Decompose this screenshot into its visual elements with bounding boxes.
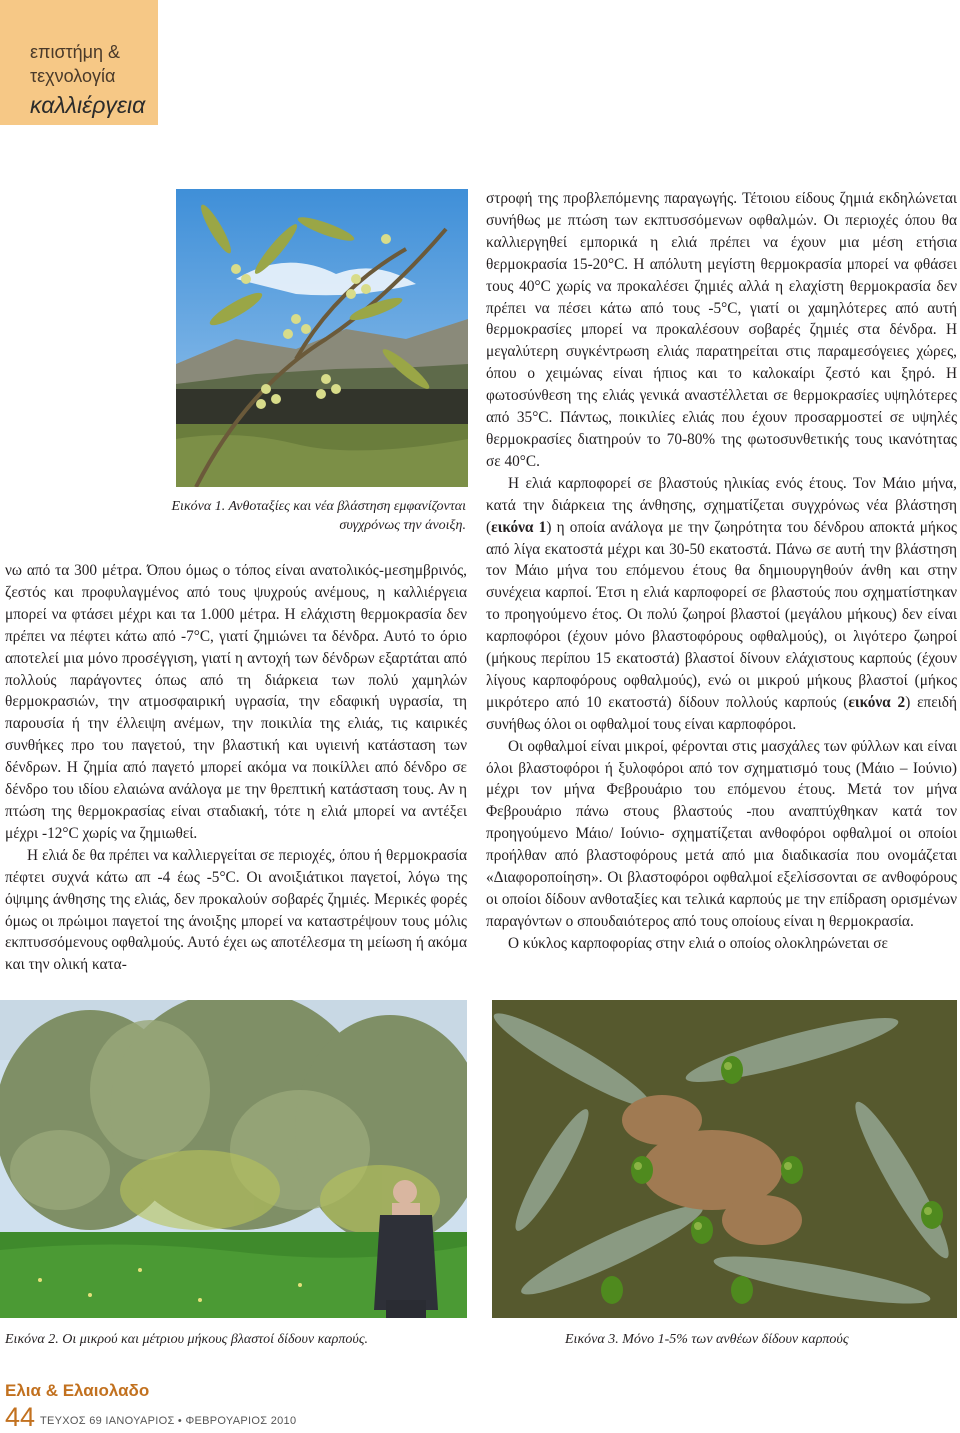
right-paragraph-1: στροφή της προβλεπόμενης παραγωγής. Τέτοιου είδους ζημιά εκδηλώνεται συνήθως με πτώση των εκπτυσσόμενων οφθαλμών. Οι περιοχές όπου θα καλλιεργηθεί εμπορικά η ελιά πρέπει να έχουν μια μέση ετήσια θερμοκρασία 15-20°C. Η απόλυτη μεγίστη θερμοκρασία μπορεί να φθάσει τους 40°C χωρίς να προκαλέσει ζημιές αλλά η ελαχίστη θερμοκρασία δεν πρέπει να πέσει κάτω από τους -5°C, γιατί οι χαμηλότερες από αυτή θερμοκρασίες μπορεί να προκαλέσουν σοβαρές ζημιές στα δένδρα. Η μεγαλύτερη συγκέντρωση ελιάς παρατηρείται στις παραμεσόγειες χώρες, όπου ο χειμώνας είναι ήπιος και το καλοκαίρι ζεστό και ξηρό. Η φωτοσύνθεση της ελιάς γενικά αναστέλλεται σε θερμοκρασίες υψηλότερες από 35°C. Πάντως, ποικιλίες ελιάς που έχουν προσαρμοστεί σε υψηλές θερμοκρασίες διατηρούν το 70-80% της φωτοσυνθετικής τους ικανότητας σε 40°C. — [486, 190, 957, 470]
figure1-caption-line1: Εικόνα 1. Ανθοταξίες και νέα βλάστηση εμφανίζονται — [171, 499, 466, 514]
figure2-photo — [0, 1000, 467, 1318]
section-subtitle: καλλιέργεια — [30, 92, 146, 118]
section-label-line2: τεχνολογία — [30, 66, 116, 86]
right-paragraph-2-part-b: ) η οποία ανάλογα με την ζωηρότητα του δένδρου αποκτά μήκος από λίγα εκατοστά μέχρι και 30-50 εκατοστά. Πάνω σε αυτή την βλάστηση τον Μάιο μήνα του επόμενου έτους θα δημιουργηθούν άνθη και στην συνέχεια καρποί. Έτσι η ελιά καρποφορεί σε βλαστούς που σχηματίστηκαν το προηγούμενο έτος. Οι πολύ ζωηροί βλαστοί (μεγάλου μήκους) δεν είναι καρποφόροι (έχουν μόνο βλαστοφόρους οφθαλμούς), οι λιγότερο ζωηροί (μήκους περίπου 15 εκατοστά) βλαστοί δίνουν ελάχιστους καρπούς (έχουν λίγους καρποφόρους οφθαλμούς), ενώ οι μικρού μήκους βλαστοί (μήκος μικρότερο από 10 εκατοστά) δίδουν πολλούς καρπούς ( — [486, 518, 957, 711]
issue-info: ΤΕΥΧΟΣ 69 ΙΑΝΟΥΑΡΙΟΣ • ΦΕΒΡΟΥΑΡΙΟΣ 2010 — [40, 1415, 297, 1427]
figure3-photo — [492, 1000, 957, 1318]
right-paragraph-3: Οι οφθαλμοί είναι μικροί, φέρονται στις μασχάλες των φύλλων και είναι όλοι βλαστοφόροι ή ξυλοφόροι από τον σχηματισμό τους (Μάιο – Ιούνιο) μέχρι τον μήνα Φεβρουάριο του επόμενου έτους. Μετά τον μήνα Φεβρουάριο πάνω στους βλαστούς -που αναπτύχθηκαν κατά τον προηγούμενο Μάιο/ Ιούνιο- σχηματίζεται ανθοφόροι οφθαλμοί οι οποίοι προήλθαν από βλαστοφόρους μετά από μια διαδικασία που ονομάζεται «Διαφοροποίηση». Οι βλαστοφόροι οφθαλμοί εξελίσσονται σε ανθοφόρους οι οποίοι δίδουν ανθοταξίες και τελικά καρπούς με την επίδραση ορισμένων παραγόντων ο σπουδαιότερος από τους οποίους είναι η θερμοκρασία. — [486, 737, 957, 930]
figure1-caption-line2: συγχρόνως την άνοιξη. — [339, 518, 466, 533]
right-paragraph-2-part-a: Η ελιά καρποφορεί σε βλαστούς ηλικίας ενός έτους. Τον Μάιο μήνα, κατά την διάρκεια της άνθησης, σχηματίζεται συγχρόνως νέα βλάστηση ( — [486, 474, 957, 536]
left-column — [5, 560, 467, 976]
page-number: 44 — [5, 1402, 36, 1432]
figure1-caption — [160, 497, 466, 535]
right-paragraph-2 — [486, 473, 957, 736]
right-paragraph-4: Ο κύκλος καρποφορίας στην ελιά ο οποίος ολοκληρώνεται σε — [508, 934, 888, 952]
figure1-reference: εικόνα 1 — [491, 518, 547, 536]
magazine-title: Ελια & Ελαιολαδο — [5, 1381, 150, 1400]
right-column — [486, 188, 957, 955]
figure1-photo — [176, 189, 468, 487]
left-paragraph-2: Η ελιά δε θα πρέπει να καλλιεργείται σε περιοχές, όπου ή θερμοκρασία πέφτει συχνά κάτω απ -4 έως -5°C. Οι ανοιξιάτικοι παγετοί, λόγω της όψιμης άνθησης της ελιάς, δεν προκαλούν σοβαρές ζημιές. Μερικές φορές όμως οι πρώιμοι παγετοί της άνοιξης μπορεί να καταστρέψουν τους μόλις εκπτυσσόμενους οφθαλμούς. Αυτό έχει ως αποτέλεσμα τη μείωση ή ακόμα και την ολική κατα- — [5, 846, 467, 974]
figure2-caption: Εικόνα 2. Οι μικρού και μέτριου μήκους βλαστοί δίδουν καρπούς. — [5, 1332, 368, 1347]
right-paragraph-2-part-c: ) επειδή συνήθως όλοι οι οφθαλμοί τους είναι καρποφόροι. — [486, 693, 957, 733]
left-paragraph-1: νω από τα 300 μέτρα. Όπου όμως ο τόπος είναι ανατολικός-μεσημβρινός, ζεστός και προφυλαγμένος από τους ψυχρούς ανέμους, η καλλιέργεια μπορεί να φτάσει μέχρι και τα 1.000 μέτρα. Η ελάχιστη θερμοκρασία δεν πρέπει να πέφτει κάτω από -7°C, γιατί ζημιώνει τα δένδρα. Αυτό το όριο αποτελεί μια μόνο προσέγγιση, γιατί η αντοχή των δένδρων εξαρτάται από πολλούς παράγοντες όπως από τη διάρκεια των πολύ χαμηλών θερμοκρασιών, την ατμοσφαιρική υγρασία, την εδαφική υγρασία, τη παρουσία ή την έλλειψη ανέμων, την ποικιλία της ελιάς, τις καιρικές συνθήκες προ του παγετού, την βλαστική και υγιεινή κατάσταση των δένδρων. Η ζημία από παγετό μπορεί ακόμα να ποικίλλει από δένδρο σε δένδρο του ιδίου ελαιώνα ανάλογα με την θρεπτική κατάσταση τους. Αν η πτώση της θερμοκρασίας είναι σταδιακή, τότε η ελιά μπορεί να αντέξει μέχρι -12°C χωρίς να ζημιωθεί. — [5, 562, 467, 842]
section-label-line1: επιστήμη & — [30, 42, 121, 62]
figure3-caption: Εικόνα 3. Μόνο 1-5% των ανθέων δίδουν καρπούς — [565, 1332, 849, 1347]
figure2-reference: εικόνα 2 — [848, 693, 906, 711]
